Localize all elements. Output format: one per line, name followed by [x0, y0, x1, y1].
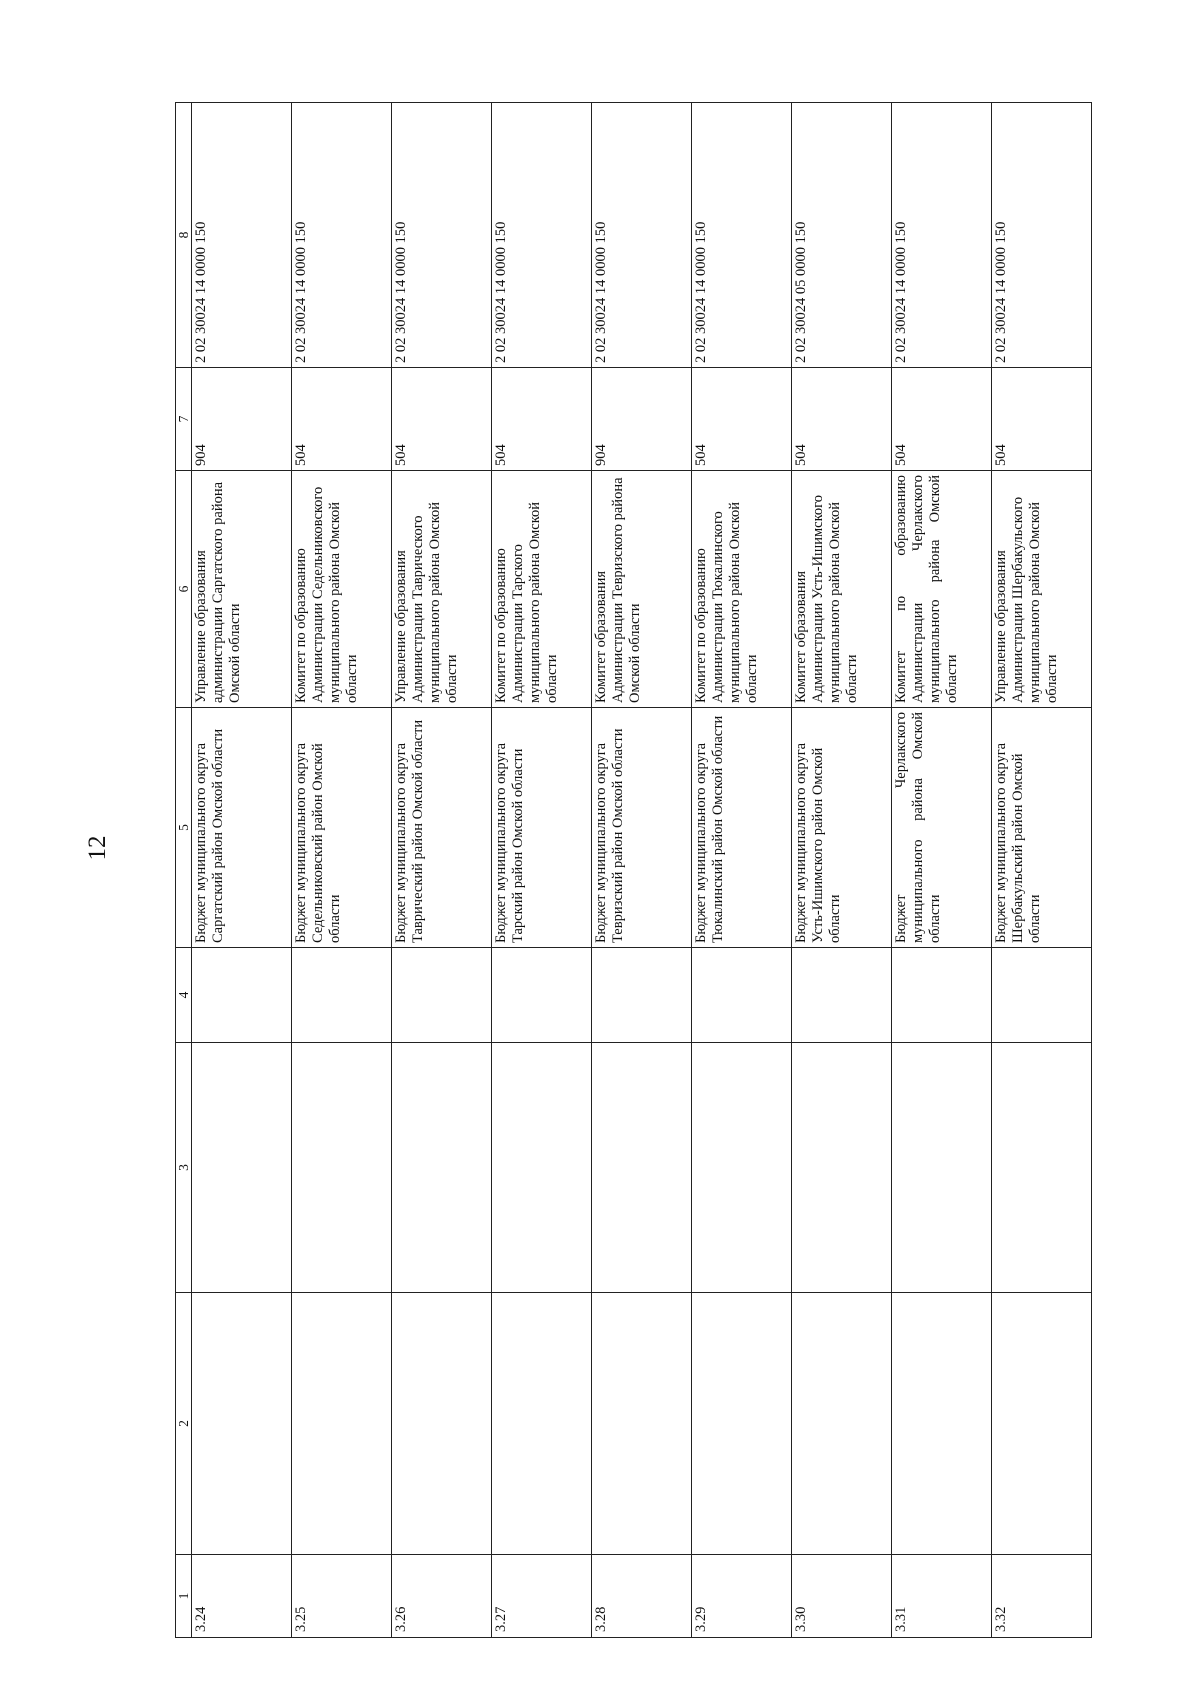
- budget-classification-code: 2 02 30024 14 0000 150: [592, 103, 692, 368]
- empty-cell: [492, 1043, 592, 1293]
- empty-cell: [592, 948, 692, 1043]
- budget-classification-code: 2 02 30024 14 0000 150: [292, 103, 392, 368]
- budget-name: Бюджет муниципального округа Тевризский район Омской области: [592, 708, 692, 948]
- admin-code: 904: [192, 368, 292, 471]
- empty-cell: [792, 1043, 892, 1293]
- admin-code: 504: [692, 368, 792, 471]
- empty-cell: [492, 948, 592, 1043]
- empty-cell: [892, 948, 992, 1043]
- row-number: 3.30: [792, 1555, 892, 1638]
- empty-cell: [392, 948, 492, 1043]
- empty-cell: [992, 1293, 1092, 1555]
- budget-classification-code: 2 02 30024 14 0000 150: [392, 103, 492, 368]
- row-number: 3.32: [992, 1555, 1092, 1638]
- empty-cell: [292, 948, 392, 1043]
- page-number: 12: [84, 835, 111, 861]
- budget-name: Бюджет муниципального округа Саргатский район Омской области: [192, 708, 292, 948]
- column-header: 1: [176, 1555, 192, 1638]
- budget-name: Бюджет муниципального округа Усть-Ишимского район Омской области: [792, 708, 892, 948]
- table-row: [692, 103, 792, 1638]
- empty-cell: [192, 948, 292, 1043]
- column-number-row: [176, 103, 192, 1638]
- column-header: 4: [176, 948, 192, 1043]
- budget-classification-code: 2 02 30024 14 0000 150: [492, 103, 592, 368]
- budget-name: Бюджет муниципального округа Тарский район Омской области: [492, 708, 592, 948]
- empty-cell: [692, 1043, 792, 1293]
- empty-cell: [792, 948, 892, 1043]
- empty-cell: [292, 1293, 392, 1555]
- empty-cell: [392, 1043, 492, 1293]
- admin-code: 504: [892, 368, 992, 471]
- empty-cell: [192, 1293, 292, 1555]
- admin-code: 504: [992, 368, 1092, 471]
- empty-cell: [492, 1293, 592, 1555]
- row-number: 3.28: [592, 1555, 692, 1638]
- empty-cell: [892, 1043, 992, 1293]
- administrator-name: Комитет по образованию Администрации Тюкалинского муниципального района Омской области: [692, 471, 792, 708]
- column-header: 7: [176, 368, 192, 471]
- administrator-name: Комитет по образованию Администрации Черлакского муниципального района Омской области: [892, 471, 992, 708]
- admin-code: 504: [492, 368, 592, 471]
- table-row: [192, 103, 292, 1638]
- column-header: 6: [176, 471, 192, 708]
- empty-cell: [592, 1043, 692, 1293]
- budget-classification-code: 2 02 30024 05 0000 150: [792, 103, 892, 368]
- empty-cell: [692, 1293, 792, 1555]
- budget-name: Бюджет Черлакского муниципального района Омской области: [892, 708, 992, 948]
- table-row: [992, 103, 1092, 1638]
- column-header: 8: [176, 103, 192, 368]
- budget-name: Бюджет муниципального округа Седельниковский район Омской области: [292, 708, 392, 948]
- administrator-name: Комитет по образованию Администрации Тарского муниципального района Омской области: [492, 471, 592, 708]
- row-number: 3.24: [192, 1555, 292, 1638]
- empty-cell: [892, 1293, 992, 1555]
- budget-table: [175, 102, 1092, 1638]
- empty-cell: [592, 1293, 692, 1555]
- row-number: 3.27: [492, 1555, 592, 1638]
- budget-classification-code: 2 02 30024 14 0000 150: [692, 103, 792, 368]
- column-header: 3: [176, 1043, 192, 1293]
- empty-cell: [792, 1293, 892, 1555]
- admin-code: 504: [292, 368, 392, 471]
- empty-cell: [392, 1293, 492, 1555]
- column-header: 5: [176, 708, 192, 948]
- administrator-name: Управление образования Администрации Таврического муниципального района Омской области: [392, 471, 492, 708]
- empty-cell: [192, 1043, 292, 1293]
- budget-name: Бюджет муниципального округа Тюкалинский район Омской области: [692, 708, 792, 948]
- table-row: [592, 103, 692, 1638]
- administrator-name: Управление образования Администрации Шербакульского муниципального района Омской области: [992, 471, 1092, 708]
- empty-cell: [992, 1043, 1092, 1293]
- empty-cell: [692, 948, 792, 1043]
- row-number: 3.29: [692, 1555, 792, 1638]
- budget-classification-code: 2 02 30024 14 0000 150: [192, 103, 292, 368]
- administrator-name: Комитет образования Администрации Тевризского района Омской области: [592, 471, 692, 708]
- admin-code: 904: [592, 368, 692, 471]
- row-number: 3.26: [392, 1555, 492, 1638]
- table-row: [392, 103, 492, 1638]
- rotated-table-wrapper: [175, 103, 1100, 1638]
- empty-cell: [992, 948, 1092, 1043]
- administrator-name: Комитет образования Администрации Усть-Ишимского муниципального района Омской области: [792, 471, 892, 708]
- table-row: [892, 103, 992, 1638]
- budget-name: Бюджет муниципального округа Таврический район Омской области: [392, 708, 492, 948]
- table-row: [492, 103, 592, 1638]
- administrator-name: Комитет по образованию Администрации Седельниковского муниципального района Омской области: [292, 471, 392, 708]
- row-number: 3.31: [892, 1555, 992, 1638]
- empty-cell: [292, 1043, 392, 1293]
- row-number: 3.25: [292, 1555, 392, 1638]
- table-row: [792, 103, 892, 1638]
- administrator-name: Управление образования администрации Саргатского района Омской области: [192, 471, 292, 708]
- admin-code: 504: [792, 368, 892, 471]
- budget-classification-code: 2 02 30024 14 0000 150: [992, 103, 1092, 368]
- table-row: [292, 103, 392, 1638]
- admin-code: 504: [392, 368, 492, 471]
- budget-classification-code: 2 02 30024 14 0000 150: [892, 103, 992, 368]
- column-header: 2: [176, 1293, 192, 1555]
- budget-name: Бюджет муниципального округа Шербакульский район Омской области: [992, 708, 1092, 948]
